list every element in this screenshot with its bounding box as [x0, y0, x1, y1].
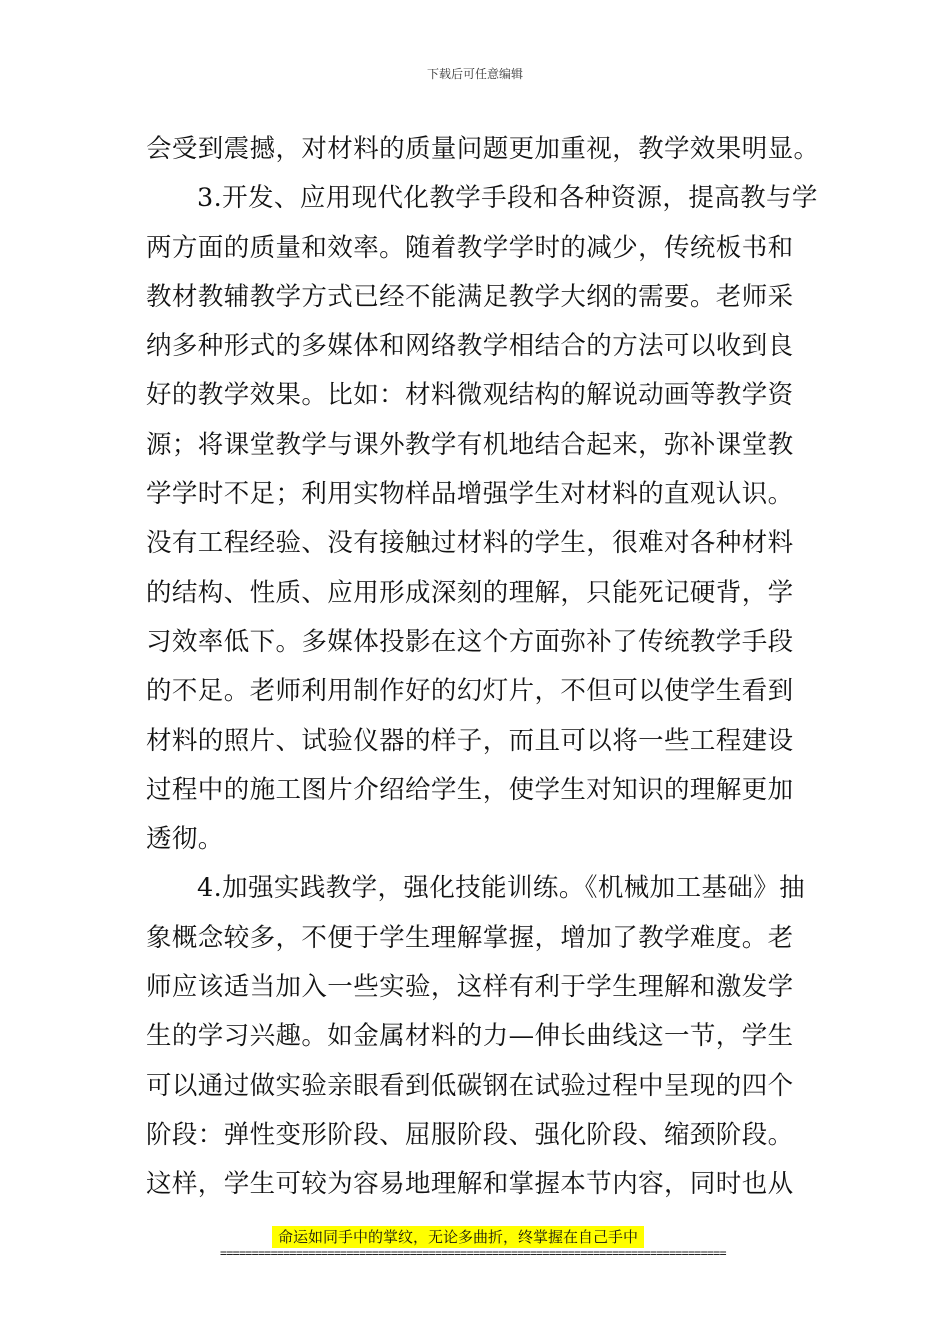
- body-line: 两方面的质量和效率。随着教学学时的减少，传统板书和: [146, 232, 794, 263]
- body-line: 生的学习兴趣。如金属材料的力—伸长曲线这一节，学生: [146, 1021, 794, 1052]
- body-line: 透彻。: [146, 824, 224, 855]
- document-body: [146, 125, 820, 1210]
- footer-divider: ================================================================================: [220, 1246, 726, 1260]
- body-line: 源；将课堂教学与课外教学有机地结合起来，弥补课堂教: [146, 429, 794, 460]
- body-line: 的不足。老师利用制作好的幻灯片，不但可以使学生看到: [146, 676, 794, 707]
- body-line: 过程中的施工图片介绍给学生，使学生对知识的理解更加: [146, 774, 794, 805]
- body-line: 可以通过做实验亲眼看到低碳钢在试验过程中呈现的四个: [146, 1070, 794, 1101]
- body-line: 材料的照片、试验仪器的样子，而且可以将一些工程建设: [146, 725, 794, 756]
- body-line: 没有工程经验、没有接触过材料的学生，很难对各种材料: [146, 528, 794, 559]
- body-line: 象概念较多，不便于学生理解掌握，增加了教学难度。老: [146, 922, 794, 953]
- body-line: 纳多种形式的多媒体和网络教学相结合的方法可以收到良: [146, 331, 794, 362]
- body-line: 会受到震撼，对材料的质量问题更加重视，教学效果明显。: [146, 134, 820, 164]
- body-line: 好的教学效果。比如：材料微观结构的解说动画等教学资: [146, 380, 794, 411]
- body-line: 习效率低下。多媒体投影在这个方面弥补了传统教学手段: [146, 626, 794, 657]
- body-line: 学学时不足；利用实物样品增强学生对材料的直观认识。: [146, 479, 794, 510]
- body-line: 这样，学生可较为容易地理解和掌握本节内容，同时也从: [146, 1169, 794, 1200]
- page-header: 下载后可任意编辑: [426, 67, 523, 81]
- body-line-paragraph-start: 3.开发、应用现代化教学手段和各种资源，提高教与学: [197, 183, 818, 214]
- body-line-paragraph-start: 4.加强实践教学，强化技能训练。《机械加工基础》抽: [197, 873, 806, 904]
- body-line: 阶段：弹性变形阶段、屈服阶段、强化阶段、缩颈阶段。: [146, 1119, 794, 1150]
- body-line: 的结构、性质、应用形成深刻的理解，只能死记硬背，学: [146, 577, 794, 608]
- body-line: 师应该适当加入一些实验，这样有利于学生理解和激发学: [146, 972, 794, 1003]
- body-line: 教材教辅教学方式已经不能满足教学大纲的需要。老师采: [146, 281, 794, 312]
- footer-motto: 命运如同手中的掌纹，无论多曲折，终掌握在自己手中: [272, 1226, 644, 1248]
